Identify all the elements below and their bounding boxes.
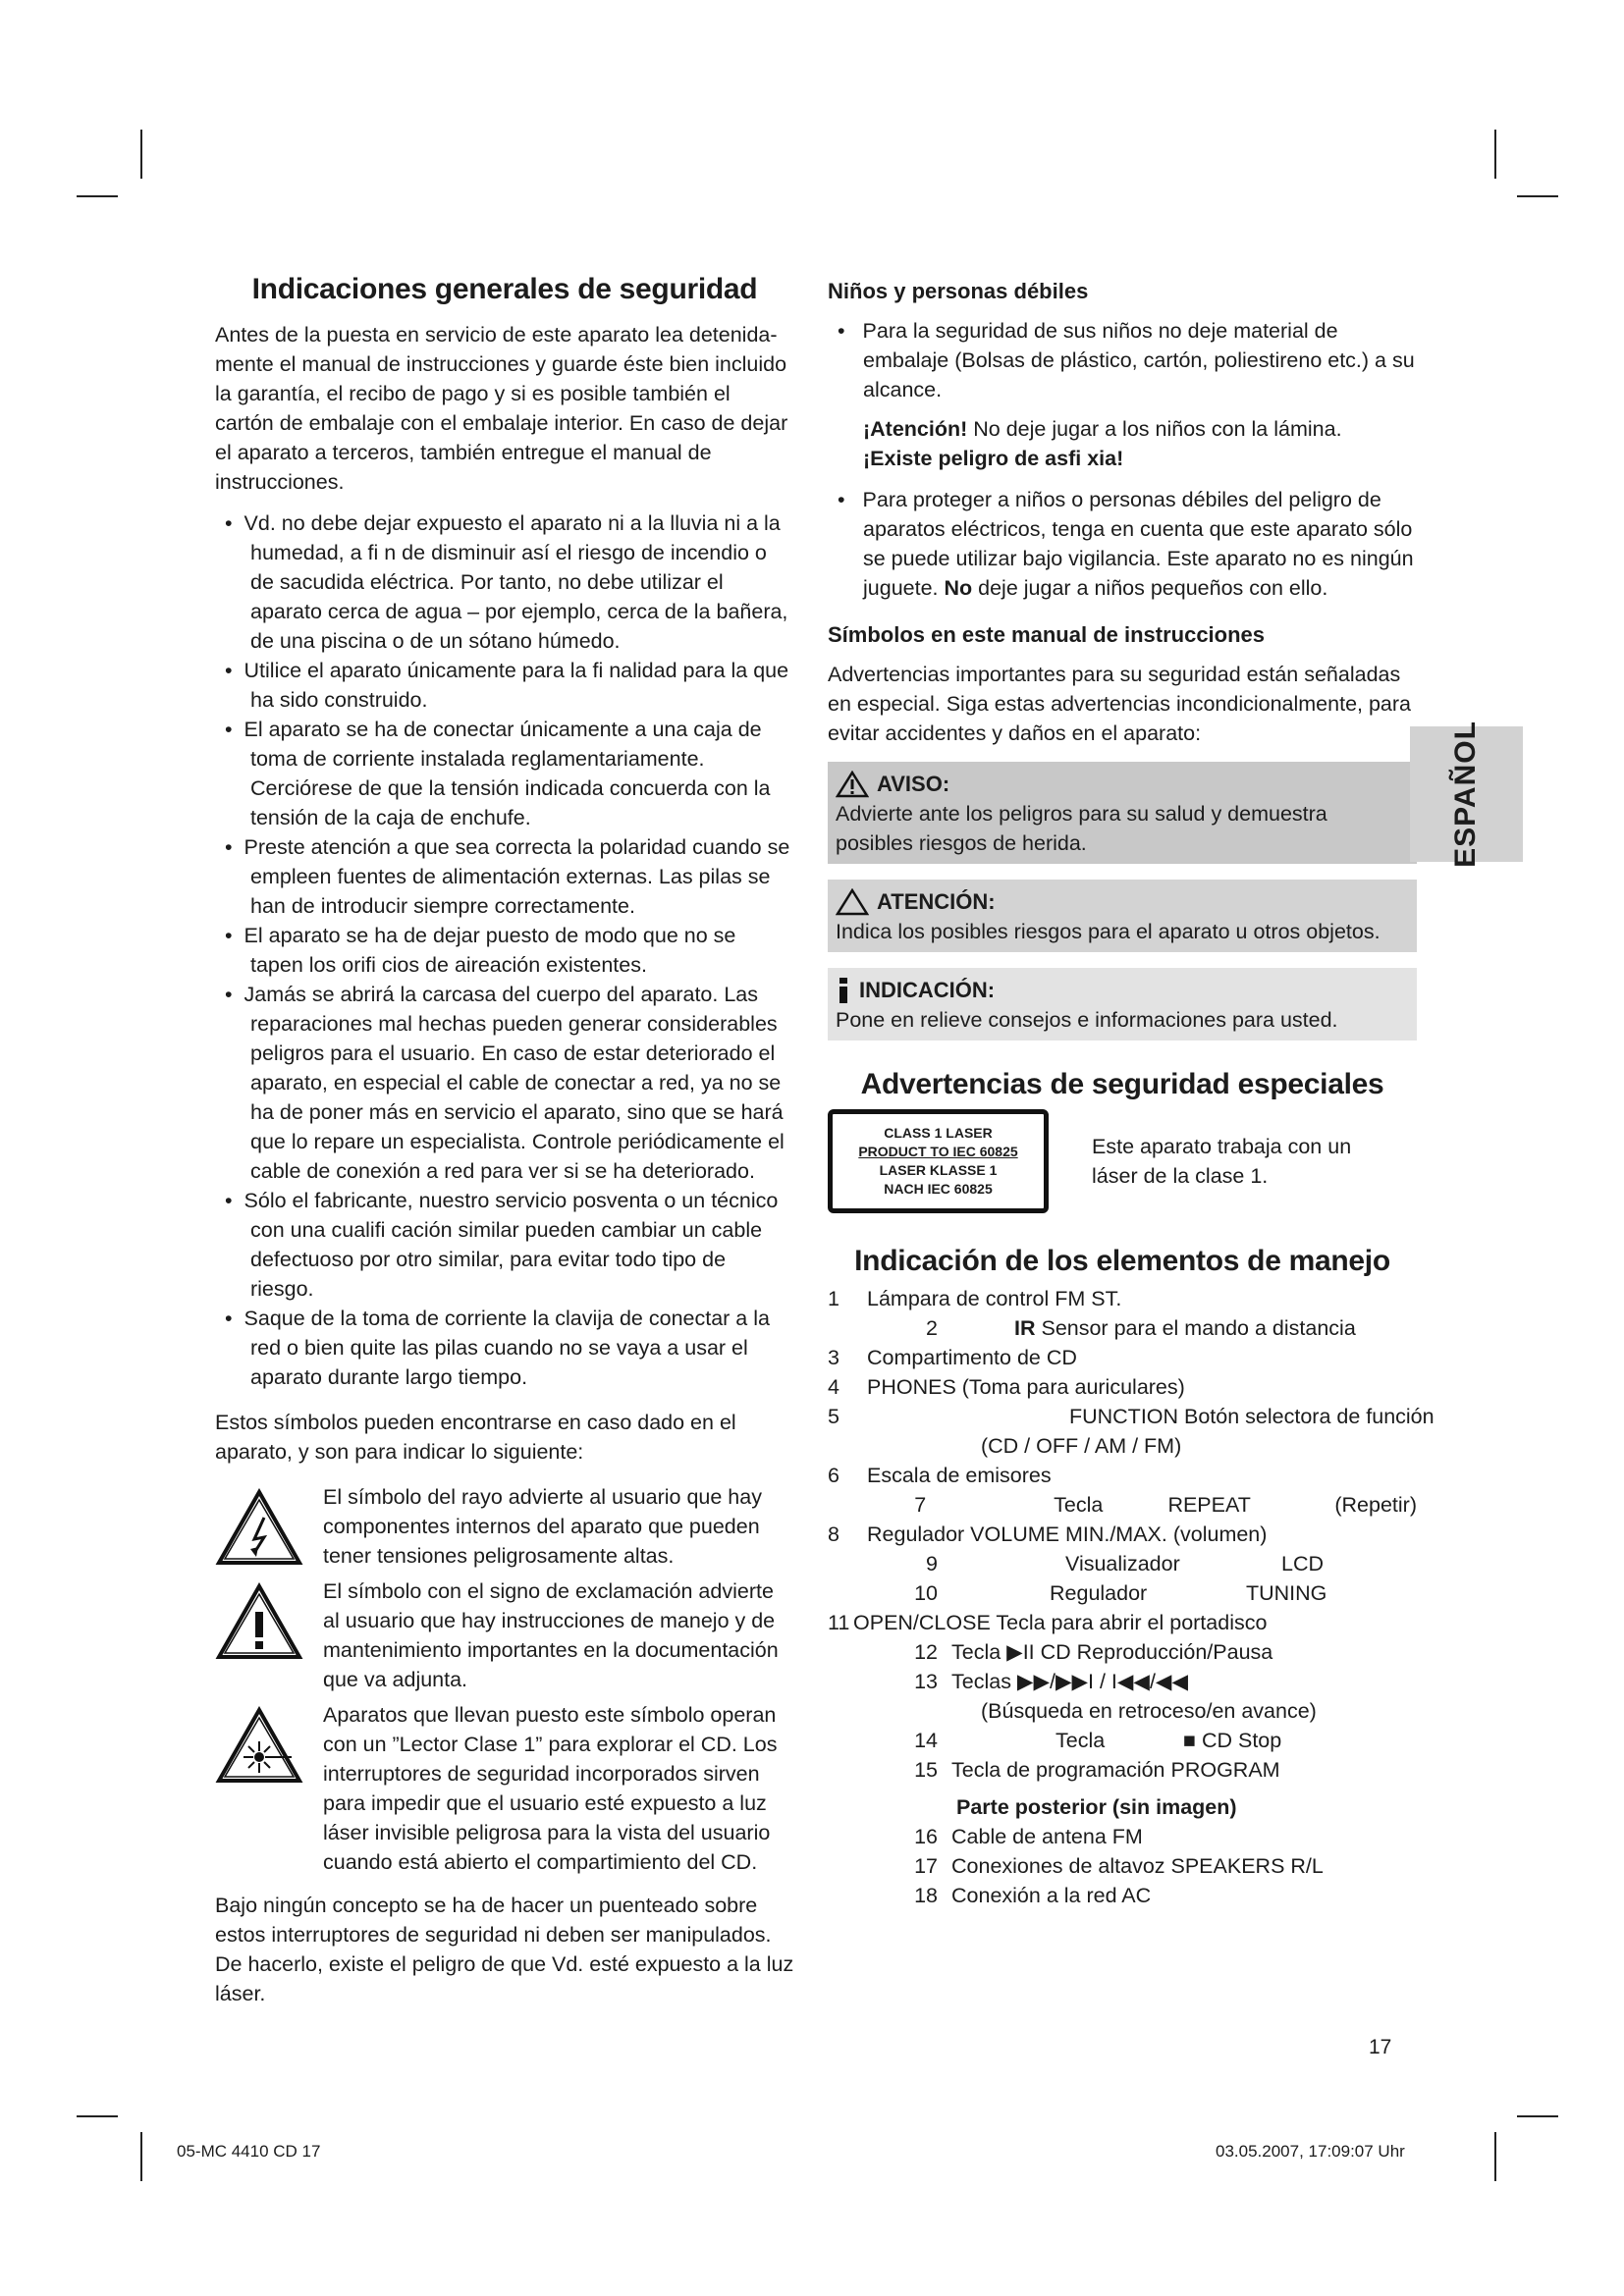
list-item [828,485,1417,603]
item-text: Tecla [1056,1729,1106,1752]
item-number: 1 [828,1287,839,1310]
laser-label-line: LASER KLASSE 1 [879,1162,998,1178]
kids-attention [828,414,1417,473]
kids-bullet-list [828,316,1417,404]
kids-bullet-list-2 [828,485,1417,603]
symbol-description: El símbolo del rayo advierte al usuario que hay componentes internos del aparato que pueden tener tensiones peligrosamente altas. [323,1485,762,1568]
aviso-box [828,762,1417,864]
item-number: 9 [926,1552,938,1575]
list-item [828,1284,1417,1313]
item-text: Tecla ▶II CD Reproducción/Pausa [951,1640,1273,1664]
list-item [828,1637,1417,1667]
rear-heading-row [828,1792,1417,1822]
indicacion-box [828,968,1417,1041]
caution-triangle-icon [836,888,869,916]
laser-label-line: NACH IEC 60825 [884,1181,993,1197]
item-text: Conexiones de altavoz SPEAKERS R/L [951,1854,1324,1878]
atencion-box [828,880,1417,952]
crop-mark [1494,2132,1496,2181]
atencion-text: Indica los posibles riesgos para el aparato u otros objetos. [836,920,1380,943]
laser-warning-icon [215,1706,303,1785]
controls-list [828,1284,1435,1910]
symbol-row [215,1576,794,1694]
page-number: 17 [1369,2036,1392,2058]
item-text: Tecla de programación PROGRAM [951,1758,1280,1782]
list-item [828,1755,1417,1785]
attention-text: No deje jugar a los niños con la lámina. [967,417,1342,441]
crop-mark [140,2132,142,2181]
crop-mark [1517,195,1558,197]
list-item [828,1520,1417,1549]
language-tab-label: ESPAÑOL [1449,721,1482,868]
item-number: 2 [926,1316,938,1340]
item-text: FUNCTION Botón selectora de función [1068,1405,1435,1428]
list-item [828,1372,1417,1402]
item-number: 11 [828,1611,850,1634]
safety-bullet-list [215,508,794,1392]
list-item: • El aparato se ha de conectar únicamente a una caja de toma de corriente instalada reglamentariamente. Cerciórese de que la tensión indicada concuerda con la tensión de la caja de enchufe. [215,715,794,832]
item-text: (Repetir) [1334,1493,1417,1517]
symbols-text: Advertencias importantes para su seguridad están señaladas en especial. Siga estas advertencias incondicionalmente, para evitar accidentes y daños en el aparato: [828,663,1412,745]
list-item [828,1402,1435,1431]
symbols-intro: Estos símbolos pueden encontrarse en caso dado en el aparato, y son para indicar lo siguiente: [215,1411,736,1464]
item-text: LCD [1281,1552,1325,1575]
special-warnings-title: Advertencias de seguridad especiales [860,1068,1384,1100]
crop-mark [1517,2115,1558,2117]
attention-label: ¡Atención! [863,417,968,441]
item-text-bold: IR [1014,1316,1036,1340]
kids-bullet-text: Para la seguridad de sus niños no deje material de embalaje (Bolsas de plástico, cartón, poliestireno etc.) a su alcance. [862,319,1415,401]
crop-mark [77,2115,118,2117]
attention-warning: ¡Existe peligro de asfi xia! [863,447,1124,470]
item-number: 3 [828,1346,839,1369]
laser-label-line: CLASS 1 LASER [884,1125,993,1141]
crop-mark [140,130,142,179]
item-text: (CD / OFF / AM / FM) [981,1434,1182,1458]
list-item [828,1549,1417,1578]
symbol-row [215,1482,794,1571]
list-item [828,1822,1417,1851]
controls-title: Indicación de los elementos de manejo [854,1245,1390,1277]
item-number: 4 [828,1375,839,1399]
list-item [828,1696,1417,1726]
item-number: 15 [914,1758,938,1782]
general-safety-title: Indicaciones generales de seguridad [251,273,758,305]
item-number: 17 [914,1854,938,1878]
list-item [828,1667,1417,1696]
laser-text: Este aparato trabaja con un láser de la clase 1. [1092,1135,1352,1188]
info-icon [836,977,851,1004]
kids-no-bold: No [944,576,973,600]
item-text: Tecla [1054,1493,1104,1517]
left-column [215,275,794,2020]
outro-paragraph: Bajo ningún concepto se ha de hacer un puenteado sobre estos interruptores de seguridad ni deben ser manipulados. De hacerlo, existe el peligro de que Vd. esté expuesto a la luz láser. [215,1894,794,2005]
list-item: • Jamás se abrirá la carcasa del cuerpo del aparato. Las reparaciones mal hechas pueden generar considerables peligros para el usuario. En caso de estar deteriorado el aparato, en especial el cable de conectar a red, ya no se ha de poner más en servicio el aparato, sino que se hará que lo repare un especialista. Controle periódicamente el cable de conexión a red para ver si se ha deteriorado. [215,980,794,1186]
symbol-description: El símbolo con el signo de exclamación advierte al usuario que hay instrucciones de manejo y de mantenimiento importantes en la documentación que va adjunta. [323,1579,779,1691]
list-item [828,316,1417,404]
list-item [828,1461,1417,1490]
item-text: Teclas ▶▶/▶▶I / I◀◀/◀◀ [951,1670,1189,1693]
aviso-title: AVISO: [877,772,950,796]
crop-mark [1494,130,1496,179]
list-item: • Saque de la toma de corriente la clavija de conectar a la red o bien quite las pilas cuando no se vaya a usar el aparato durante largo tiempo. [215,1304,794,1392]
item-text: PHONES (Toma para auriculares) [867,1375,1185,1399]
footer-right: 03.05.2007, 17:09:07 Uhr [1216,2142,1405,2161]
list-item [828,1578,1417,1608]
exclamation-warning-icon [215,1582,303,1661]
item-number: 13 [914,1670,938,1693]
item-number: 6 [828,1464,839,1487]
item-text: Lámpara de control FM ST. [867,1287,1122,1310]
item-text: Sensor para el mando a distancia [1035,1316,1356,1340]
item-text: Cable de antena FM [951,1825,1143,1848]
right-column [828,277,1435,1910]
list-item [828,1431,1417,1461]
item-text: Visualizador [1065,1552,1180,1575]
item-number: 8 [828,1522,839,1546]
list-item: • Sólo el fabricante, nuestro servicio posventa o un técnico con una cualifi cación similar pueden cambiar un cable defectuoso por otro similar, para evitar todo tipo de riesgo. [215,1186,794,1304]
crop-mark [77,195,118,197]
item-number: 16 [914,1825,938,1848]
atencion-title: ATENCIÓN: [877,889,996,914]
kids-heading: Niños y personas débiles [828,279,1089,303]
intro-paragraph: Antes de la puesta en servicio de este aparato lea detenidamente el manual de instrucciones y guarde éste bien incluido la garantía, el recibo de pago y si es posible también el cartón de embalaje con el embalaje interior. En caso de dejar el aparato a terceros, también entregue el manual de instrucciones. [215,323,788,494]
item-number: 7 [914,1493,927,1517]
aviso-text: Advierte ante los peligros para su salud y demuestra posibles riesgos de herida. [836,802,1327,855]
kids-bullet-tail: deje jugar a niños pequeños con ello. [972,576,1328,600]
rear-heading: Parte posterior (sin imagen) [956,1795,1237,1819]
item-text: Regulador VOLUME MIN./MAX. (volumen) [867,1522,1268,1546]
item-text: Regulador [1050,1581,1148,1605]
lightning-warning-icon [215,1488,303,1567]
item-text: ■ CD Stop [1183,1729,1282,1752]
warning-triangle-icon [836,771,869,798]
laser-class-label [828,1109,1049,1213]
laser-section [828,1109,1417,1213]
item-number: 5 [828,1405,839,1428]
list-item [828,1343,1417,1372]
symbols-heading: Símbolos en este manual de instrucciones [828,622,1266,647]
list-item: • El aparato se ha de dejar puesto de modo que no se tapen los orifi cios de aireación existentes. [215,921,794,980]
item-text: REPEAT [1167,1493,1251,1517]
indicacion-text: Pone en relieve consejos e informaciones para usted. [836,1008,1338,1032]
kids-bullet-text: Para proteger a niños o personas débiles del peligro de aparatos eléctricos, tenga en cuenta que este aparato sólo se puede utilizar bajo vigilancia. Este aparato no es ningún juguete. [862,488,1414,600]
item-text: Conexión a la red AC [951,1884,1152,1907]
list-item [828,1490,1417,1520]
list-item [828,1881,1417,1910]
item-number: 18 [914,1884,938,1907]
item-number: 12 [914,1640,938,1664]
list-item [828,1313,1417,1343]
list-item: • Utilice el aparato únicamente para la fi nalidad para la que ha sido construido. [215,656,794,715]
item-text: Compartimento de CD [867,1346,1077,1369]
item-text: TUNING [1246,1581,1327,1605]
laser-label-line: PRODUCT TO IEC 60825 [858,1144,1018,1159]
symbol-description: Aparatos que llevan puesto este símbolo operan con un ”Lector Clase 1” para explorar el CD. Los interruptores de seguridad incorporados sirven para impedir que el usuario esté expuesto a luz láser invisible peligrosa para la vista del usuario cuando está abierto el compartimiento del CD. [323,1703,778,1874]
list-item: • Preste atención a que sea correcta la polaridad cuando se empleen fuentes de alimentación externas. Las pilas se han de introducir siempre correctamente. [215,832,794,921]
item-text: (Búsqueda en retroceso/en avance) [981,1699,1317,1723]
list-item [828,1726,1417,1755]
indicacion-title: INDICACIÓN: [859,978,996,1002]
list-item [828,1608,1417,1637]
item-text: OPEN/CLOSE Tecla para abrir el portadisco [853,1611,1268,1634]
list-item [828,1851,1417,1881]
item-number: 10 [914,1581,938,1605]
item-text: Escala de emisores [867,1464,1052,1487]
list-item: • Vd. no debe dejar expuesto el aparato ni a la lluvia ni a la humedad, a fi n de disminuir así el riesgo de incendio o de sacudida eléctrica. Por tanto, no debe utilizar el aparato cerca de agua – por ejemplo, cerca de la bañera, de una piscina o de un sótano húmedo. [215,508,794,656]
item-number: 14 [914,1729,938,1752]
language-tab [1410,721,1523,868]
symbol-row [215,1700,794,1877]
footer-left: 05-MC 4410 CD 17 [177,2142,321,2161]
